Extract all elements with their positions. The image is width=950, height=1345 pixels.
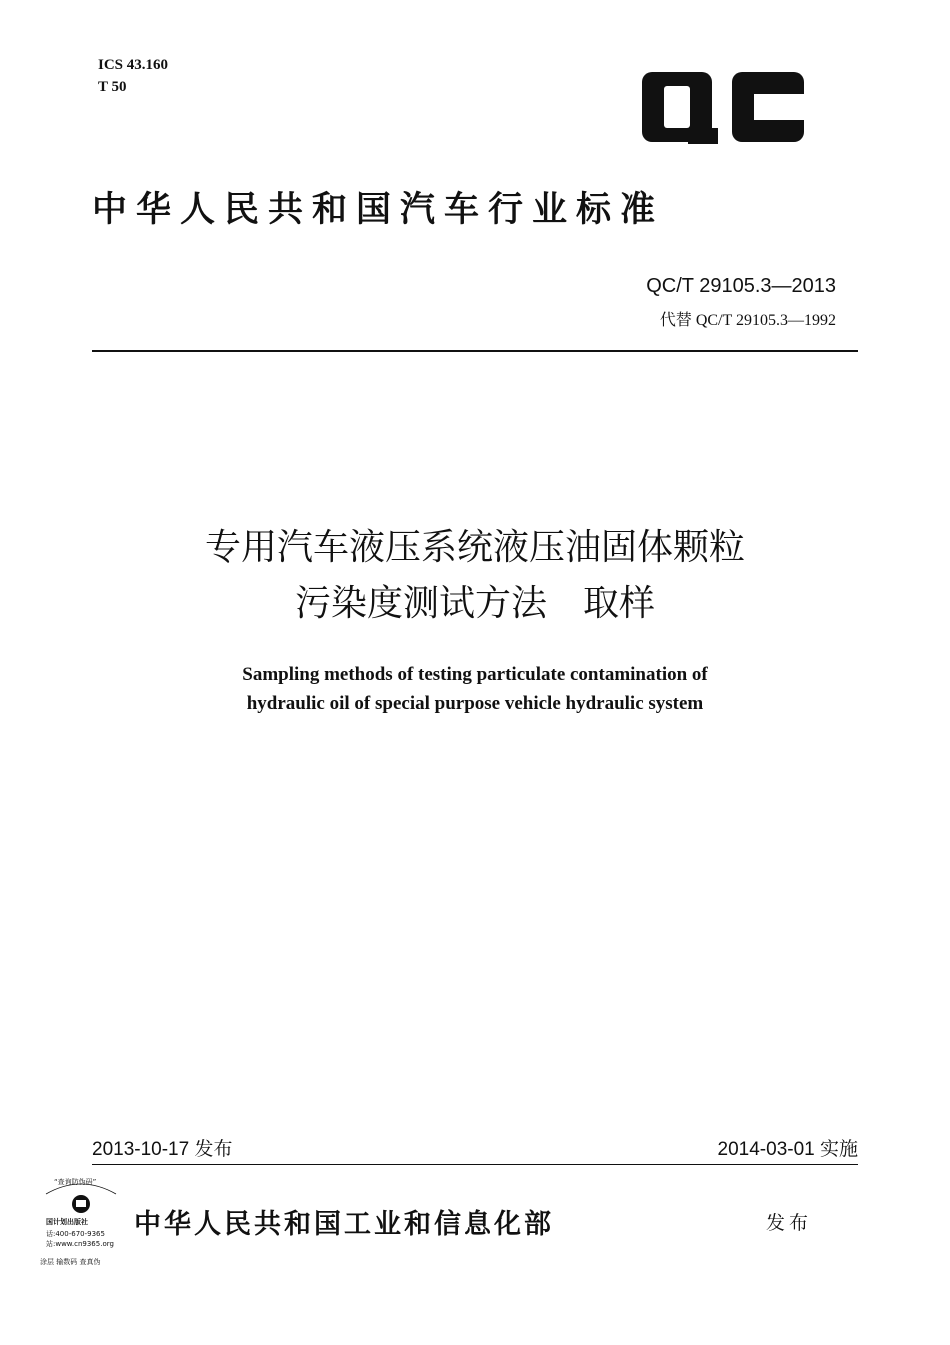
issue-date: 2013-10-17 发布 xyxy=(92,1139,233,1160)
publisher-phone: 话:400-670-9365 xyxy=(46,1230,105,1238)
standard-number: QC/T 29105.3—2013 xyxy=(646,275,836,297)
publisher-website: 站:www.cn9365.org xyxy=(46,1240,114,1248)
footer-divider xyxy=(92,1164,858,1165)
english-title-line-2: hydraulic oil of special purpose vehicle hydraulic system xyxy=(246,693,704,714)
classification-codes xyxy=(98,54,168,98)
chinese-title xyxy=(60,520,890,632)
ics-code: ICS 43.160 xyxy=(98,57,169,73)
replaces-standard: 代替 QC/T 29105.3—1992 xyxy=(659,312,836,329)
publisher-logo-caption: “查询防伪码” xyxy=(54,1178,97,1186)
issuing-authority: 中华人民共和国工业和信息化部 xyxy=(134,1209,554,1240)
chinese-title-line-1: 专用汽车液压系统液压油固体颗粒 xyxy=(204,527,745,568)
publisher-anticounterfeit-note: 涂层 输数码 查真伪 xyxy=(40,1258,101,1266)
header-divider xyxy=(92,350,858,352)
qc-logo xyxy=(640,66,810,152)
chinese-title-line-2: 污染度测试方法 取样 xyxy=(294,583,655,624)
ccs-code: T 50 xyxy=(98,79,127,95)
english-title xyxy=(60,660,890,718)
publisher-name: 国计划出版社 xyxy=(46,1218,88,1226)
english-title-line-1: Sampling methods of testing particulate contamination of xyxy=(242,664,708,685)
industry-standard-title: 中华人民共和国汽车行业标准 xyxy=(92,190,665,230)
issue-label: 发布 xyxy=(766,1212,813,1234)
implementation-date: 2014-03-01 实施 xyxy=(717,1139,858,1160)
publisher-logo xyxy=(40,1172,122,1272)
